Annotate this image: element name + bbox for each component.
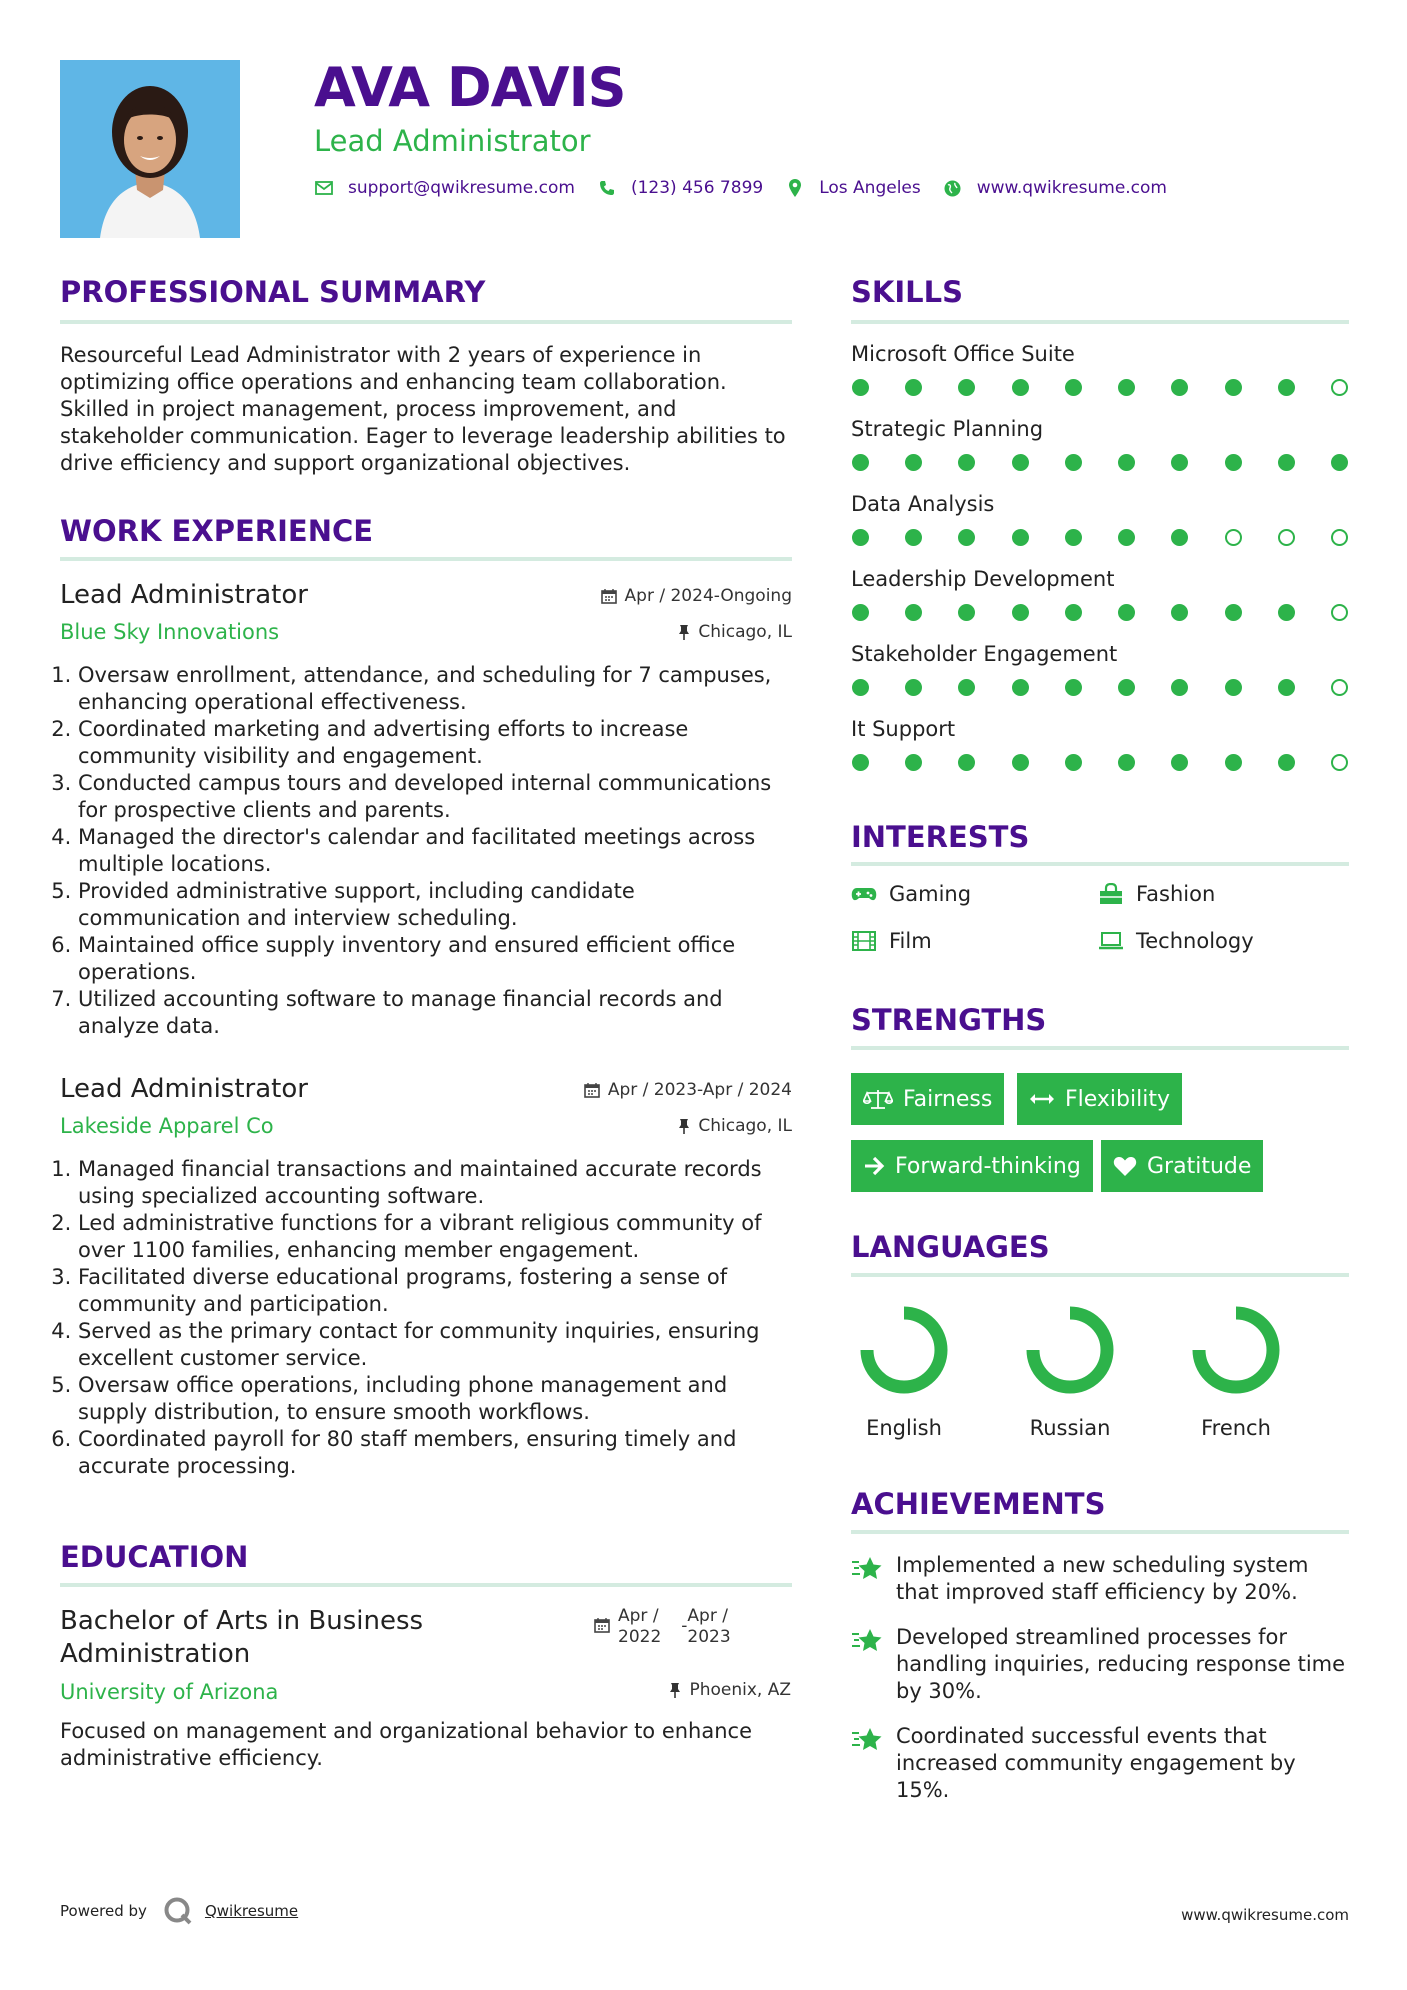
strength-label: Fairness bbox=[903, 1086, 993, 1112]
skill-dot-filled bbox=[1278, 454, 1295, 471]
job-entry bbox=[60, 1074, 792, 1480]
powered-by-label: Powered by bbox=[60, 1902, 147, 1920]
skill-rating bbox=[851, 754, 1349, 771]
skill-item bbox=[851, 717, 1349, 771]
achievement-item bbox=[851, 1552, 1351, 1606]
skill-dot-filled bbox=[1012, 529, 1029, 546]
skill-name: Stakeholder Engagement bbox=[851, 642, 1118, 666]
star-icon bbox=[851, 1552, 885, 1606]
skill-dot-filled bbox=[1118, 454, 1135, 471]
skill-dot-filled bbox=[1118, 604, 1135, 621]
education-description: Focused on management and organizational behavior to enhance administrative efficiency. bbox=[60, 1719, 753, 1770]
skill-dot-empty bbox=[1225, 529, 1242, 546]
job-date bbox=[601, 586, 792, 606]
qwikresume-logo-icon bbox=[163, 1896, 193, 1926]
skill-dot-empty bbox=[1331, 604, 1348, 621]
degree-line-1: Bachelor of Arts in Business bbox=[60, 1606, 424, 1636]
contact-bar bbox=[314, 178, 1189, 198]
job-role: Lead Administrator bbox=[60, 580, 308, 610]
languages-heading: LANGUAGES bbox=[851, 1230, 1050, 1264]
strengths-heading: STRENGTHS bbox=[851, 1003, 1047, 1037]
job-bullet: 6. Maintained office supply inventory and ensured efficient office operations. bbox=[78, 932, 792, 986]
skill-dot-filled bbox=[1171, 454, 1188, 471]
summary-text: Resourceful Lead Administrator with 2 years of experience in optimizing office operations and enhancing team collaboration. Skilled in project management, process improvement, and stakeholder communication. Eager to leverage leadership abilities to drive efficiency and support organizational objectives. bbox=[60, 343, 786, 475]
job-bullet: 4. Served as the primary contact for community inquiries, ensuring excellent customer service. bbox=[78, 1318, 792, 1372]
skill-dot-filled bbox=[1012, 679, 1029, 696]
education-school: University of Arizona bbox=[60, 1680, 279, 1704]
film-icon bbox=[851, 930, 877, 952]
skill-item bbox=[851, 417, 1349, 471]
contact-website[interactable]: www.qwikresume.com bbox=[976, 178, 1167, 198]
language-level-ring bbox=[854, 1300, 954, 1400]
job-bullet: 2. Coordinated marketing and advertising efforts to increase community visibility and engagement. bbox=[78, 716, 792, 770]
job-date-text: Apr / 2023-Apr / 2024 bbox=[607, 1080, 792, 1100]
strength-label: Forward-thinking bbox=[895, 1153, 1081, 1179]
skill-dot-empty bbox=[1331, 679, 1348, 696]
star-icon bbox=[851, 1723, 885, 1804]
job-bullets bbox=[60, 1156, 792, 1480]
language-name: French bbox=[1201, 1416, 1271, 1440]
language-level-ring bbox=[1020, 1300, 1120, 1400]
job-company: Lakeside Apparel Co bbox=[60, 1114, 274, 1138]
interests-divider bbox=[851, 862, 1349, 866]
skill-dot-filled bbox=[852, 604, 869, 621]
arrow-right-icon bbox=[863, 1156, 885, 1176]
skill-name: Strategic Planning bbox=[851, 417, 1044, 441]
job-bullet: 1. Oversaw enrollment, attendance, and scheduling for 7 campuses, enhancing operational effectiveness. bbox=[78, 662, 792, 716]
job-location-text: Chicago, IL bbox=[698, 622, 792, 642]
language-name: English bbox=[866, 1416, 942, 1440]
skill-dot-filled bbox=[852, 679, 869, 696]
interest-label: Film bbox=[889, 929, 932, 953]
education-start-month: Apr / bbox=[618, 1606, 659, 1626]
skill-item bbox=[851, 492, 1349, 546]
languages-divider bbox=[851, 1273, 1349, 1277]
strength-badge bbox=[851, 1073, 1004, 1125]
skill-dot-empty bbox=[1278, 529, 1295, 546]
skill-dot-filled bbox=[905, 454, 922, 471]
skill-dot-filled bbox=[1225, 379, 1242, 396]
skill-dot-filled bbox=[1278, 754, 1295, 771]
pushpin-icon bbox=[669, 1682, 681, 1698]
job-date-text: Apr / 2024-Ongoing bbox=[624, 586, 792, 606]
laptop-icon bbox=[1098, 930, 1124, 952]
job-bullet: 6. Coordinated payroll for 80 staff members, ensuring timely and accurate processing. bbox=[78, 1426, 792, 1480]
gamepad-icon bbox=[851, 883, 877, 905]
achievements-divider bbox=[851, 1530, 1349, 1534]
skills-heading: SKILLS bbox=[851, 275, 963, 309]
education-degree bbox=[60, 1605, 423, 1671]
skill-dot-filled bbox=[1012, 754, 1029, 771]
job-bullet: 5. Provided administrative support, including candidate communication and interview scheduling. bbox=[78, 878, 792, 932]
skill-dot-empty bbox=[1331, 529, 1348, 546]
skill-dot-filled bbox=[1065, 529, 1082, 546]
skill-rating bbox=[851, 679, 1349, 696]
achievement-text: Implemented a new scheduling system that improved staff efficiency by 20%. bbox=[896, 1553, 1309, 1604]
skill-dot-filled bbox=[1118, 529, 1135, 546]
interest-item bbox=[851, 882, 971, 906]
education-location-text: Phoenix, AZ bbox=[689, 1680, 791, 1700]
achievement-text: Developed streamlined processes for handling inquiries, reducing response time by 30%. bbox=[896, 1625, 1346, 1703]
job-role: Lead Administrator bbox=[60, 1074, 308, 1104]
skill-dot-filled bbox=[958, 379, 975, 396]
skill-item bbox=[851, 642, 1349, 696]
candidate-title: Lead Administrator bbox=[314, 124, 591, 158]
profile-photo bbox=[60, 60, 240, 238]
achievements-heading: ACHIEVEMENTS bbox=[851, 1487, 1106, 1521]
skill-dot-filled bbox=[958, 754, 975, 771]
language-item bbox=[1000, 1300, 1140, 1440]
star-icon bbox=[851, 1624, 885, 1705]
skills-divider bbox=[851, 320, 1349, 324]
skill-dot-filled bbox=[1225, 604, 1242, 621]
skill-dot-filled bbox=[905, 754, 922, 771]
education-date-separator: - bbox=[681, 1616, 688, 1636]
skill-dot-empty bbox=[1331, 754, 1348, 771]
education-heading: EDUCATION bbox=[60, 1540, 249, 1574]
skill-dot-filled bbox=[1065, 604, 1082, 621]
skill-item bbox=[851, 342, 1349, 396]
interests-heading: INTERESTS bbox=[851, 820, 1030, 854]
skill-dot-filled bbox=[905, 679, 922, 696]
skill-dot-filled bbox=[1065, 379, 1082, 396]
qwikresume-link[interactable]: Qwikresume bbox=[204, 1902, 299, 1920]
summary-heading: PROFESSIONAL SUMMARY bbox=[60, 275, 486, 309]
strength-label: Gratitude bbox=[1147, 1153, 1252, 1179]
job-bullet: 1. Managed financial transactions and maintained accurate records using specialized accounting software. bbox=[78, 1156, 792, 1210]
balance-scale-icon bbox=[863, 1088, 893, 1110]
interest-label: Fashion bbox=[1136, 882, 1216, 906]
skill-dot-filled bbox=[1065, 679, 1082, 696]
job-bullet: 7. Utilized accounting software to manage financial records and analyze data. bbox=[78, 986, 792, 1040]
job-bullet: 4. Managed the director's calendar and facilitated meetings across multiple locations. bbox=[78, 824, 792, 878]
education-location bbox=[669, 1680, 791, 1700]
skill-dot-filled bbox=[1012, 604, 1029, 621]
contact-phone[interactable]: (123) 456 7899 bbox=[630, 178, 764, 198]
skill-dot-filled bbox=[852, 754, 869, 771]
map-marker-icon bbox=[785, 178, 805, 198]
skill-dot-filled bbox=[1118, 679, 1135, 696]
education-start-year: 2022 bbox=[618, 1627, 662, 1647]
skill-dot-filled bbox=[1225, 679, 1242, 696]
skill-dot-filled bbox=[958, 529, 975, 546]
skill-name: Microsoft Office Suite bbox=[851, 342, 1075, 366]
skill-dot-filled bbox=[958, 454, 975, 471]
interest-item bbox=[1098, 929, 1254, 953]
interest-label: Technology bbox=[1136, 929, 1254, 953]
job-company: Blue Sky Innovations bbox=[60, 620, 280, 644]
footer-website[interactable]: www.qwikresume.com bbox=[1181, 1906, 1349, 1924]
candidate-name: AVA DAVIS bbox=[314, 56, 626, 119]
strength-label: Flexibility bbox=[1065, 1086, 1170, 1112]
skill-name: It Support bbox=[851, 717, 956, 741]
skill-dot-filled bbox=[1171, 754, 1188, 771]
language-level-ring bbox=[1186, 1300, 1286, 1400]
degree-line-2: Administration bbox=[60, 1639, 251, 1669]
job-location-text: Chicago, IL bbox=[698, 1116, 792, 1136]
shopping-bag-icon bbox=[1098, 883, 1124, 905]
achievement-item bbox=[851, 1624, 1351, 1705]
globe-icon bbox=[943, 178, 963, 198]
skill-dot-filled bbox=[1171, 604, 1188, 621]
language-name: Russian bbox=[1029, 1416, 1111, 1440]
skill-dot-filled bbox=[1012, 379, 1029, 396]
skill-dot-filled bbox=[1171, 379, 1188, 396]
envelope-icon bbox=[314, 178, 334, 198]
skill-rating bbox=[851, 604, 1349, 621]
interest-item bbox=[1098, 882, 1215, 906]
strength-badge bbox=[1017, 1073, 1182, 1125]
strengths-divider bbox=[851, 1046, 1349, 1050]
skill-name: Leadership Development bbox=[851, 567, 1115, 591]
skill-dot-filled bbox=[1278, 604, 1295, 621]
skill-dot-filled bbox=[1171, 679, 1188, 696]
skill-dot-filled bbox=[958, 604, 975, 621]
calendar-icon bbox=[584, 1082, 600, 1098]
pushpin-icon bbox=[678, 1118, 690, 1134]
education-end-month: Apr / bbox=[687, 1606, 728, 1626]
job-bullet: 2. Led administrative functions for a vibrant religious community of over 1100 families, enhancing member engagement. bbox=[78, 1210, 792, 1264]
skill-dot-filled bbox=[1065, 754, 1082, 771]
phone-icon bbox=[597, 178, 617, 198]
footer-powered-by bbox=[60, 1896, 298, 1926]
job-location bbox=[678, 622, 792, 642]
skill-dot-filled bbox=[958, 679, 975, 696]
skill-dot-filled bbox=[1225, 754, 1242, 771]
interest-label: Gaming bbox=[889, 882, 972, 906]
skill-dot-filled bbox=[852, 529, 869, 546]
skill-dot-filled bbox=[905, 379, 922, 396]
achievement-item bbox=[851, 1723, 1351, 1804]
skill-dot-filled bbox=[852, 454, 869, 471]
work-heading: WORK EXPERIENCE bbox=[60, 514, 374, 548]
skill-dot-filled bbox=[1171, 529, 1188, 546]
skill-dot-filled bbox=[905, 529, 922, 546]
pushpin-icon bbox=[678, 624, 690, 640]
calendar-icon bbox=[594, 1606, 610, 1648]
skill-dot-filled bbox=[1278, 679, 1295, 696]
skill-dot-filled bbox=[1118, 754, 1135, 771]
job-location bbox=[678, 1116, 792, 1136]
arrows-horizontal-icon bbox=[1029, 1092, 1055, 1106]
skill-dot-filled bbox=[1012, 454, 1029, 471]
skill-dot-filled bbox=[1065, 454, 1082, 471]
achievement-text: Coordinated successful events that increased community engagement by 15%. bbox=[896, 1724, 1296, 1802]
job-bullets bbox=[60, 662, 792, 1040]
contact-location: Los Angeles bbox=[819, 178, 921, 198]
skill-dot-empty bbox=[1331, 379, 1348, 396]
skill-rating bbox=[851, 529, 1349, 546]
skill-item bbox=[851, 567, 1349, 621]
strength-badge bbox=[1101, 1140, 1263, 1192]
summary-divider bbox=[60, 320, 792, 324]
skill-dot-filled bbox=[905, 604, 922, 621]
interest-item bbox=[851, 929, 932, 953]
skill-dot-filled bbox=[1118, 379, 1135, 396]
skill-rating bbox=[851, 454, 1349, 471]
skill-rating bbox=[851, 379, 1349, 396]
work-divider bbox=[60, 557, 792, 561]
job-bullet: 3. Facilitated diverse educational programs, fostering a sense of community and participation. bbox=[78, 1264, 792, 1318]
skill-name: Data Analysis bbox=[851, 492, 995, 516]
skill-dot-filled bbox=[1331, 454, 1348, 471]
job-bullet: 5. Oversaw office operations, including phone management and supply distribution, to ensure smooth workflows. bbox=[78, 1372, 792, 1426]
skill-dot-filled bbox=[852, 379, 869, 396]
education-end-year: 2023 bbox=[687, 1627, 731, 1647]
skill-dot-filled bbox=[1278, 379, 1295, 396]
job-date bbox=[584, 1080, 792, 1100]
contact-email[interactable]: support@qwikresume.com bbox=[348, 178, 575, 198]
heart-icon bbox=[1113, 1156, 1137, 1177]
language-item bbox=[834, 1300, 974, 1440]
language-item bbox=[1166, 1300, 1306, 1440]
calendar-icon bbox=[601, 588, 617, 604]
education-divider bbox=[60, 1583, 792, 1587]
job-bullet: 3. Conducted campus tours and developed internal communications for prospective clients and parents. bbox=[78, 770, 792, 824]
job-entry bbox=[60, 580, 792, 1040]
education-date bbox=[594, 1606, 731, 1648]
strength-badge bbox=[851, 1140, 1093, 1192]
skill-dot-filled bbox=[1225, 454, 1242, 471]
